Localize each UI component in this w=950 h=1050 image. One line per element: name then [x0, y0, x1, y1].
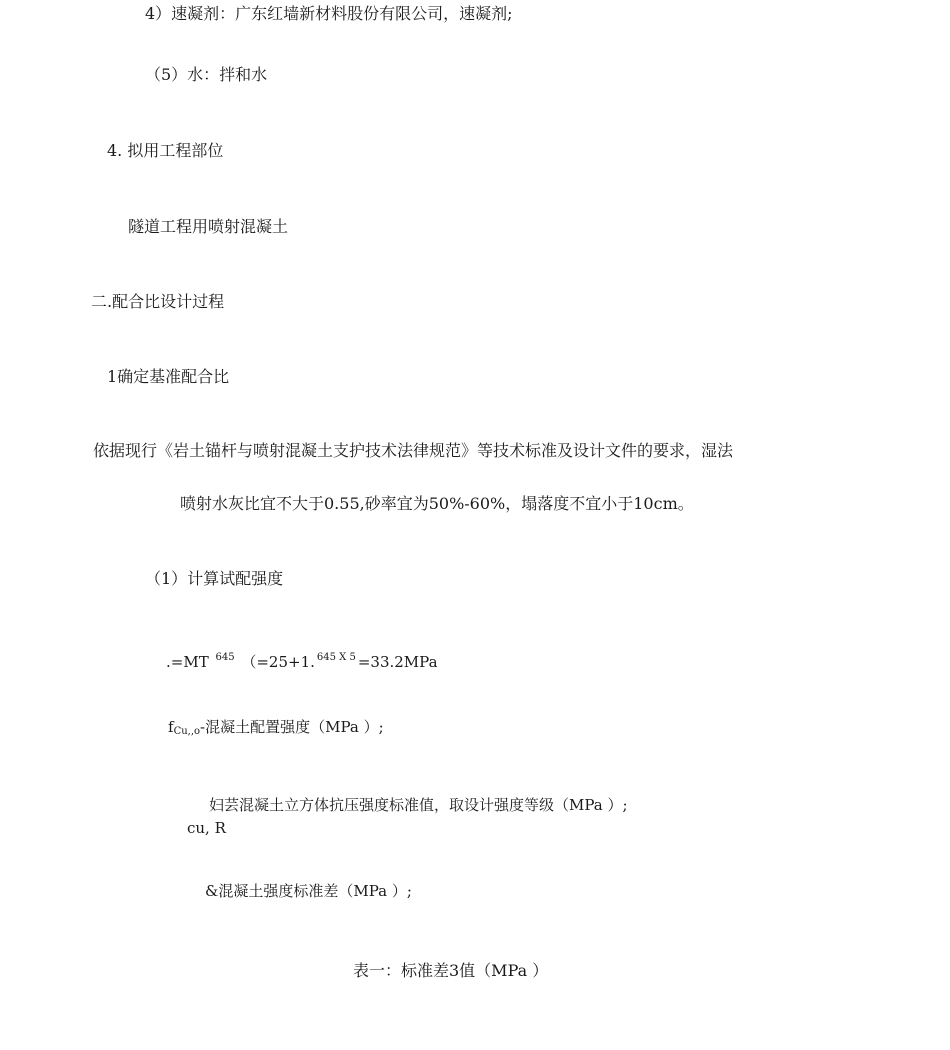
step-1-heading: 1确定基准配合比 [107, 367, 230, 386]
formula-part-2: （=25+1. [241, 653, 315, 671]
paragraph-line-1: 依据现行《岩土锚杆与喷射混凝土支护技术法律规范》等技术标准及设计文件的要求，湿法 [93, 441, 734, 460]
definition-sigma: &混凝土强度标准差（MPa ）; [205, 882, 412, 900]
formula-part-1: .=MT [166, 653, 209, 671]
part-2-heading: 二.配合比设计过程 [91, 292, 225, 311]
calc-strength-heading: （1）计算试配强度 [145, 569, 284, 588]
paragraph-line-2: 喷射水灰比宜不大于0.55,砂率宜为50%-60%，塌落度不宜小于10cm。 [180, 494, 694, 513]
formula-superscript-2: 645 X 5 [316, 652, 356, 663]
definition-symbol-subscript: Cu,,o [173, 726, 201, 737]
formula-superscript-1: 645 [215, 652, 235, 663]
definition-fcuk-subscript: cu, R [187, 819, 226, 837]
definition-fcu0 [168, 717, 384, 742]
table-caption: 表一：标准差3值（MPa ） [353, 961, 549, 980]
section-4-heading: 4. 拟用工程部位 [107, 141, 224, 160]
material-item-5: （5）水：拌和水 [145, 65, 268, 84]
definition-text: -混凝土配置强度（MPa ）; [200, 718, 384, 736]
strength-formula [166, 648, 438, 672]
material-item-4: 4）速凝剂：广东红墙新材料股份有限公司，速凝剂; [145, 4, 513, 23]
definition-symbol: f [168, 718, 174, 736]
section-4-body: 隧道工程用喷射混凝土 [128, 217, 289, 236]
formula-part-3: =33.2MPa [357, 653, 438, 671]
definition-fcuk: 妇芸混凝土立方体抗压强度标准值，取设计强度等级（MPa ）; [209, 796, 628, 814]
